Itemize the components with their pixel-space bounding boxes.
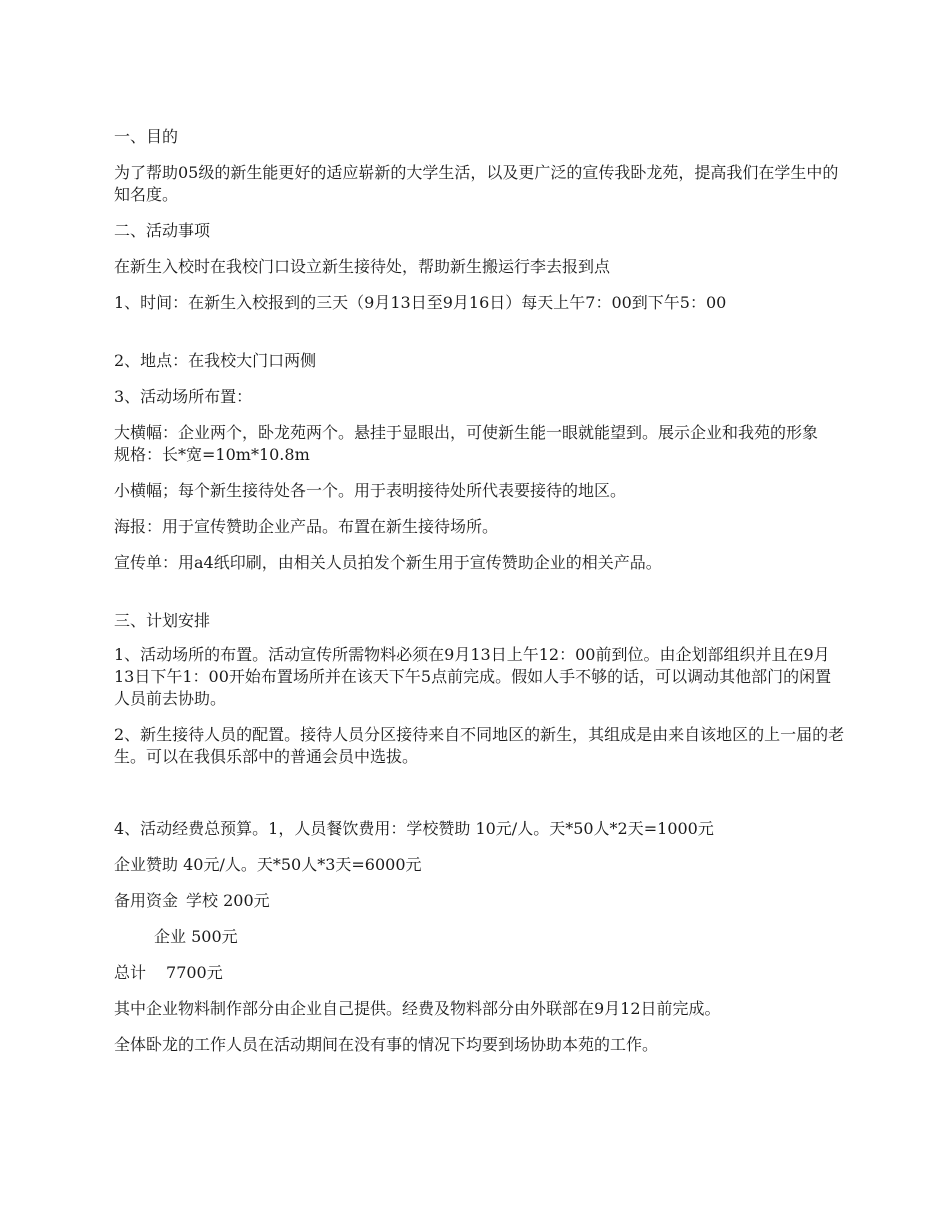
plan-item-venue: 1、活动场所的布置。活动宣传所需物料必须在9月13日上午12：00前到位。由企划部组织并且在9月13日下午1：00开始布置场所并在该天下午5点前完成。假如人手不够的话，可以调动其他部门的闲置人员前去协助。	[114, 645, 832, 708]
paragraph-poster: 海报：用于宣传赞助企业产品。布置在新生接待场所。	[114, 517, 499, 536]
paragraph-flyer: 宣传单：用a4纸印刷，由相关人员拍发个新生用于宣传赞助企业的相关产品。	[114, 553, 662, 572]
large-banner-text: 大横幅：企业两个，卧龙苑两个。悬挂于显眼出，可使新生能一眼就能望到。展示企业和我苑的形象	[114, 423, 819, 442]
item-time: 1、时间：在新生入校报到的三天（9月13日至9月16日）每天上午7：00到下午5：00	[114, 293, 727, 312]
paragraph-small-banner: 小横幅；每个新生接待处各一个。用于表明接待处所代表要接待的地区。	[114, 481, 627, 500]
item-layout: 3、活动场所布置：	[114, 387, 253, 406]
section-heading-plan: 三、计划安排	[114, 611, 211, 630]
section-heading-activities: 二、活动事项	[114, 221, 211, 240]
closing-paragraph-materials: 其中企业物料制作部分由企业自己提供。经费及物料部分由外联部在9月12日前完成。	[114, 999, 721, 1018]
paragraph-activities-intro: 在新生入校时在我校门口设立新生接待处，帮助新生搬运行李去报到点	[114, 257, 611, 276]
total-label: 总计	[114, 963, 147, 982]
budget-reserve-label: 备用资金	[114, 891, 179, 910]
budget-total	[114, 962, 846, 984]
budget-reserve	[114, 890, 846, 912]
total-value: 7700元	[166, 963, 223, 982]
plan-item-budget: 4、活动经费总预算。1，人员餐饮费用：学校赞助 10元/人。天*50人*2天=1000元	[114, 819, 714, 838]
budget-reserve-school: 学校 200元	[186, 891, 270, 910]
paragraph-purpose: 为了帮助05级的新生能更好的适应崭新的大学生活，以及更广泛的宣传我卧龙苑，提高我们在学生中的知名度。	[114, 163, 839, 204]
plan-item-staff: 2、新生接待人员的配置。接待人员分区接待来自不同地区的新生，其组成是由来自该地区的上一届的老生。可以在我俱乐部中的普通会员中选拔。	[114, 725, 845, 766]
section-heading-purpose: 一、目的	[114, 127, 179, 146]
budget-corp-meal: 企业赞助 40元/人。天*50人*3天=6000元	[114, 855, 422, 874]
large-banner-spec: 规格：长*宽=10m*10.8m	[114, 445, 310, 464]
closing-paragraph-staff: 全体卧龙的工作人员在活动期间在没有事的情况下均要到场协助本苑的工作。	[114, 1035, 659, 1054]
paragraph-large-banner	[114, 422, 846, 466]
budget-reserve-corp: 企业 500元	[154, 927, 238, 946]
item-place: 2、地点：在我校大门口两侧	[114, 351, 317, 370]
